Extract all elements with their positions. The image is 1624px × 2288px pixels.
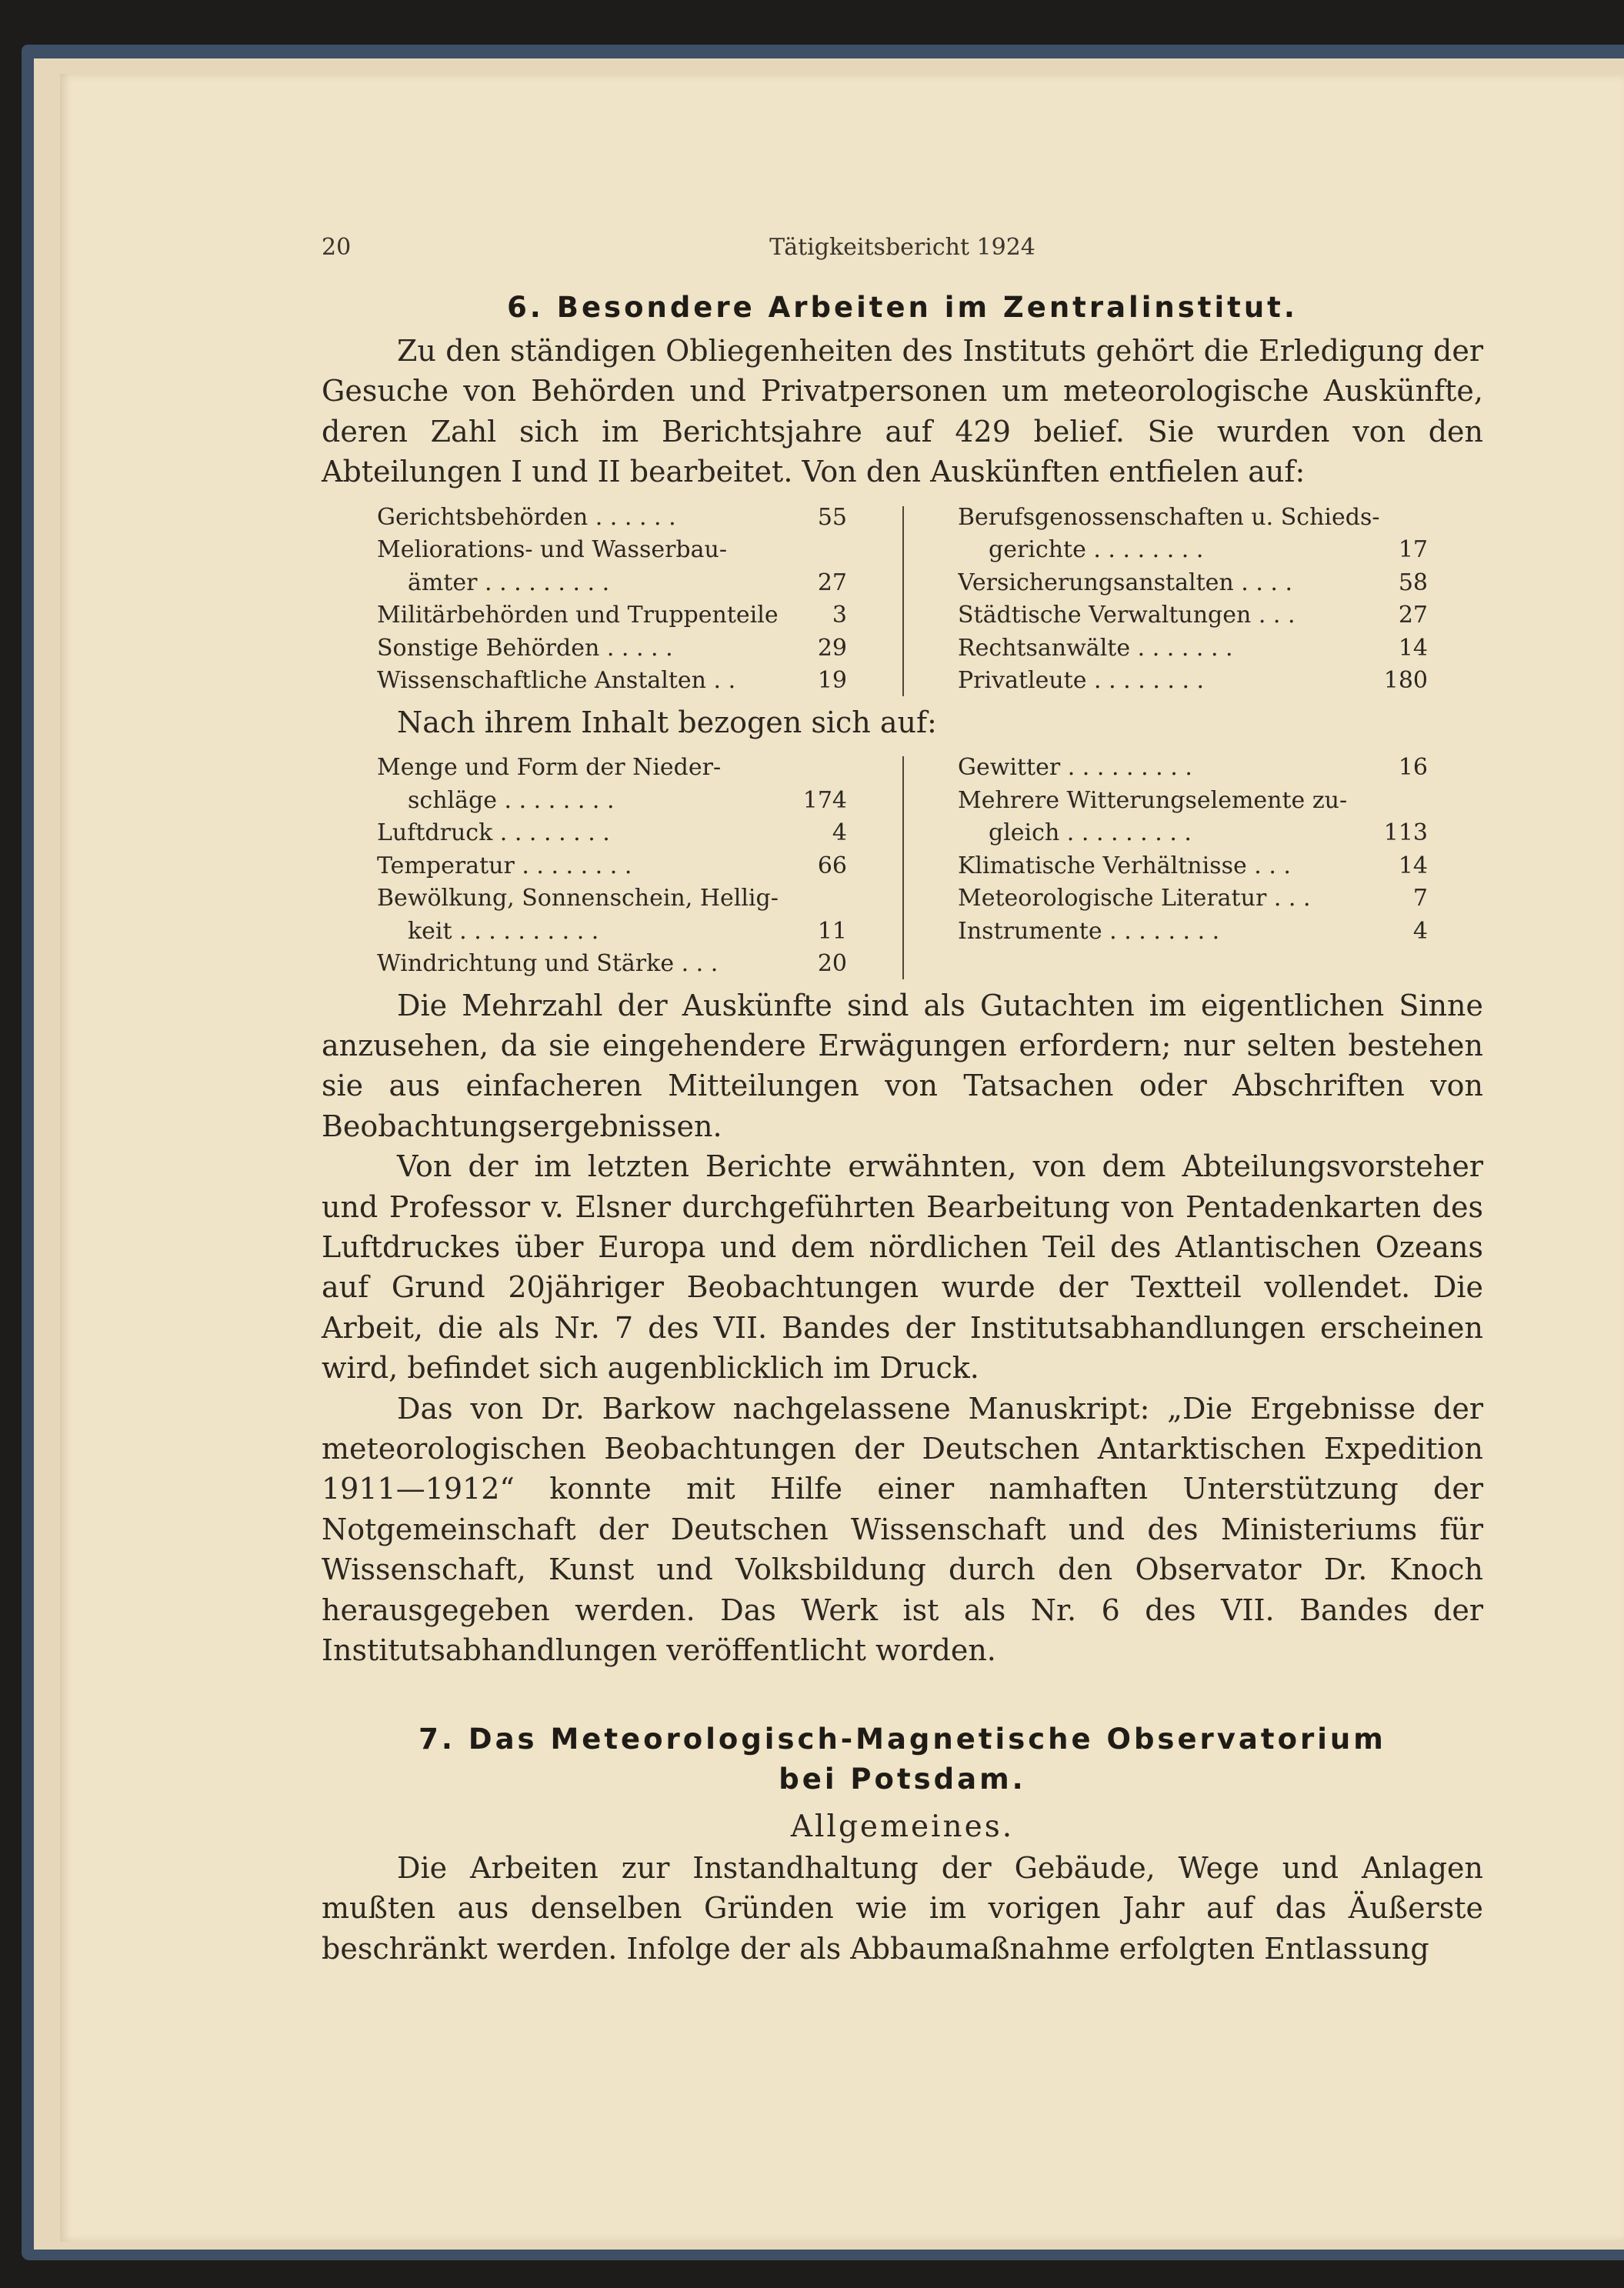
row-value: 29 [817, 634, 847, 662]
row-value: 7 [1412, 885, 1428, 912]
section-7-heading-line-1: 7. Das Meteorologisch-Magnetische Observatorium [419, 1723, 1386, 1756]
table-row [377, 534, 847, 567]
table-row [377, 599, 847, 632]
row-label: Rechtsanwälte . . . . . . . [958, 634, 1233, 662]
row-label: schläge . . . . . . . . [408, 786, 615, 814]
row-value: 19 [817, 667, 847, 695]
table-row [958, 882, 1428, 916]
table-row [958, 567, 1428, 600]
table-row [958, 599, 1428, 632]
table-row [377, 502, 847, 535]
section-7-paragraph-1: Die Arbeiten zur Instandhaltung der Gebäude, Wege und Anlagen mußten aus denselben Gründen wie im vorigen Jahr auf das Äußerste beschränkt werden. Infolge der als Abbaumaßnahme erfolgten Entlassung [322, 1850, 1483, 1966]
row-value: 4 [1412, 917, 1428, 945]
row-value: 180 [1383, 667, 1428, 695]
table-row [377, 632, 847, 665]
row-label: Wissenschaftliche Anstalten . . [377, 667, 736, 695]
table-1-left-column [322, 502, 902, 698]
table-row [958, 850, 1428, 883]
table-row [377, 916, 847, 949]
row-label: Meliorations- und Wasserbau- [377, 536, 727, 564]
section-6-intro: Zu den ständigen Obliegenheiten des Instituts gehört die Erledigung der Gesuche von Behörden und Privatpersonen um meteorologische Auskünfte, deren Zahl sich im Berichtsjahre auf 429 belief. Sie wurden von den Abteilungen I und II bearbeitet. Von den Auskünften entfielen auf: [322, 334, 1483, 489]
table-row [958, 785, 1428, 818]
table-row [958, 752, 1428, 785]
row-value: 27 [1398, 602, 1428, 629]
row-value: 174 [802, 786, 847, 814]
row-label: gerichte . . . . . . . . [989, 536, 1204, 564]
table-row [377, 785, 847, 818]
row-label: Meteorologische Literatur . . . [958, 885, 1311, 912]
table-row [958, 534, 1428, 567]
row-label: Sonstige Behörden . . . . . [377, 634, 673, 662]
row-label: Berufsgenossenschaften u. Schieds- [958, 503, 1380, 531]
table-row [377, 752, 847, 785]
table-row [377, 665, 847, 698]
page-content [322, 228, 1483, 1969]
column-divider [902, 756, 904, 979]
row-value: 20 [817, 950, 847, 978]
section-6-paragraph-3: Von der im letzten Berichte erwähnten, von dem Abteilungsvorsteher und Professor v. Elsner durchgeführten Bearbeitung von Pentadenkarten des Luftdruckes über Europa und dem nördlichen Teil des Atlantischen Ozeans auf Grund 20jähriger Beobachtungen wurde der Textteil vollendet. Die Arbeit, die als Nr. 7 des VII. Bandes der Institutsabhandlungen erscheinen wird, befindet sich augenblicklich im Druck. [322, 1149, 1483, 1386]
row-label: gleich . . . . . . . . . [989, 819, 1192, 847]
row-label: Klimatische Verhältnisse . . . [958, 852, 1291, 879]
row-value: 16 [1398, 754, 1428, 782]
row-label: Privatleute . . . . . . . . [958, 667, 1205, 695]
row-value: 58 [1398, 569, 1428, 596]
row-label: Städtische Verwaltungen . . . [958, 602, 1296, 629]
table-row [958, 817, 1428, 850]
row-label: Windrichtung und Stärke . . . [377, 950, 719, 978]
running-head [322, 228, 1483, 271]
row-label: ämter . . . . . . . . . [408, 569, 610, 596]
row-label: Menge und Form der Nieder- [377, 754, 722, 782]
section-7-heading-line-2: bei Potsdam. [779, 1763, 1026, 1796]
row-value: 11 [817, 917, 847, 945]
running-title: Tätigkeitsbericht 1924 [769, 234, 1035, 261]
section-6-heading: 6. Besondere Arbeiten im Zentralinstitut. [507, 291, 1298, 324]
table-row [377, 850, 847, 883]
row-value: 27 [817, 569, 847, 596]
section-7-heading [322, 1719, 1483, 1799]
row-value: 14 [1398, 852, 1428, 879]
inquiries-by-topic-table [322, 752, 1483, 981]
page-number: 20 [322, 234, 352, 261]
inquiries-by-requester-table [322, 502, 1483, 698]
table-2-right-column [902, 752, 1483, 981]
table-row [377, 567, 847, 600]
row-label: Mehrere Witterungselemente zu- [958, 786, 1348, 814]
row-value: 3 [832, 602, 847, 629]
table-row [377, 948, 847, 981]
table-row [958, 632, 1428, 665]
column-divider [902, 506, 904, 696]
row-label: Instrumente . . . . . . . . [958, 917, 1220, 945]
section-6-paragraph-4: Das von Dr. Barkow nachgelassene Manuskript: „Die Ergebnisse der meteorologischen Beobachtungen der Deutschen Antarktischen Expedition 1911—1912“ konnte mit Hilfe einer namhaften Unterstützung der Notgemeinschaft der Deutschen Wissenschaft und des Ministeriums für Wissenschaft, Kunst und Volksbildung durch den Observator Dr. Knoch herausgegeben werden. Das Werk ist als Nr. 6 des VII. Bandes der Institutsabhandlungen veröffentlicht worden. [322, 1391, 1483, 1668]
table-2-left-column [322, 752, 902, 981]
content-intro: Nach ihrem Inhalt bezogen sich auf: [397, 705, 937, 739]
table-1-right-column [902, 502, 1483, 698]
table-row [377, 882, 847, 916]
table-row [958, 916, 1428, 949]
subheading-allgemeines: Allgemeines. [790, 1809, 1015, 1845]
row-value: 4 [832, 819, 847, 847]
section-6-paragraph-2: Die Mehrzahl der Auskünfte sind als Gutachten im eigentlichen Sinne anzusehen, da sie eingehendere Erwägungen erfordern; nur selten bestehen sie aus einfacheren Mitteilungen von Tatsachen oder Abschriften von Beobachtungsergebnissen. [322, 988, 1483, 1143]
table-row [377, 817, 847, 850]
row-label: keit . . . . . . . . . . [408, 917, 599, 945]
row-value: 14 [1398, 634, 1428, 662]
row-label: Gerichtsbehörden . . . . . . [377, 503, 676, 531]
row-value: 113 [1383, 819, 1428, 847]
row-value: 55 [817, 503, 847, 531]
row-label: Temperatur . . . . . . . . [377, 852, 632, 879]
row-label: Gewitter . . . . . . . . . [958, 754, 1192, 782]
row-label: Militärbehörden und Truppenteile [377, 602, 779, 629]
row-label: Luftdruck . . . . . . . . [377, 819, 610, 847]
table-row [958, 502, 1428, 535]
row-label: Versicherungsanstalten . . . . [958, 569, 1293, 596]
row-value: 66 [817, 852, 847, 879]
row-value: 17 [1398, 536, 1428, 564]
row-label: Bewölkung, Sonnenschein, Hellig- [377, 885, 779, 912]
table-row [958, 665, 1428, 698]
